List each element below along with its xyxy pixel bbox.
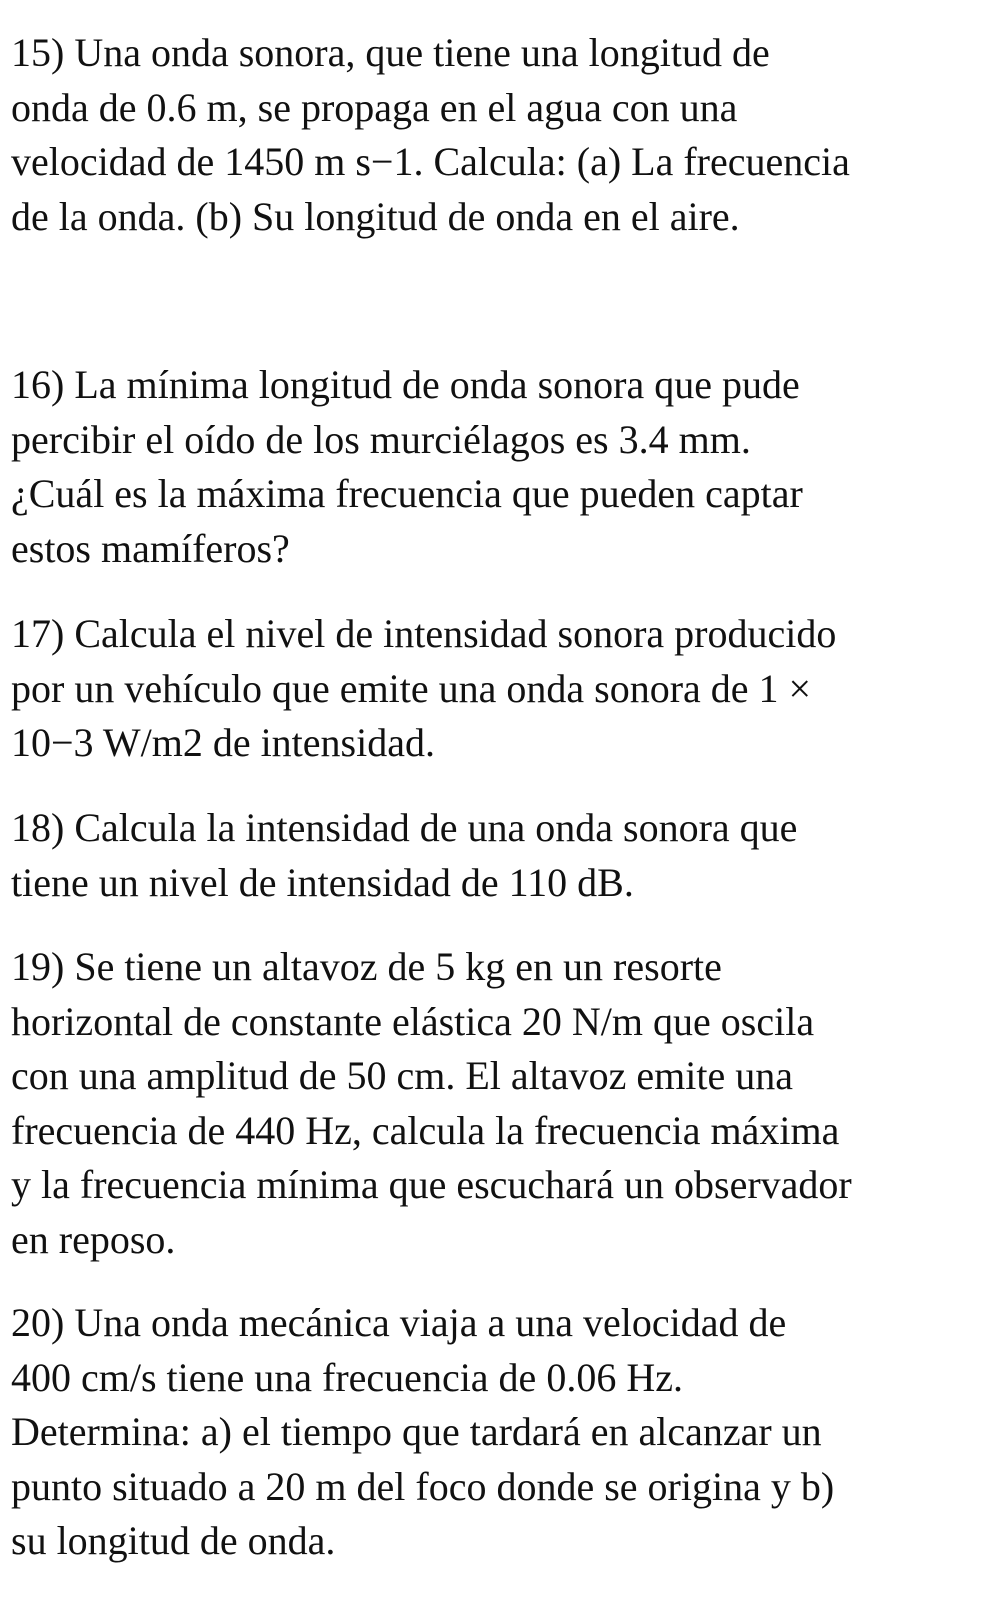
problem-19: 19) Se tiene un altavoz de 5 kg en un resorte horizontal de constante elástica 20 N/m que oscila con una amplitud de 50 cm. El altavoz emite una frecuencia de 440 Hz, calcula la frecuencia máxima y la frecuencia mínima que escuchará un observador en reposo.: [11, 944, 852, 1262]
problem-17: 17) Calcula el nivel de intensidad sonora producido por un vehículo que emite una onda sonora de 1 × 10−3 W/m2 de intensidad.: [11, 611, 837, 765]
problem-15: 15) Una onda sonora, que tiene una longitud de onda de 0.6 m, se propaga en el agua con una velocidad de 1450 m s−1. Calcula: (a) La frecuencia de la onda. (b) Su longitud de onda en el aire.: [11, 30, 850, 239]
problem-16: 16) La mínima longitud de onda sonora que pude percibir el oído de los murciélagos es 3.4 mm. ¿Cuál es la máxima frecuencia que pueden captar estos mamíferos?: [11, 362, 803, 571]
problem-20: 20) Una onda mecánica viaja a una velocidad de 400 cm/s tiene una frecuencia de 0.06 Hz. Determina: a) el tiempo que tardará en alcanzar un punto situado a 20 m del foco donde se origina y b) su longitud de onda.: [11, 1300, 835, 1563]
problem-18: 18) Calcula la intensidad de una onda sonora que tiene un nivel de intensidad de 110 dB.: [11, 805, 798, 905]
